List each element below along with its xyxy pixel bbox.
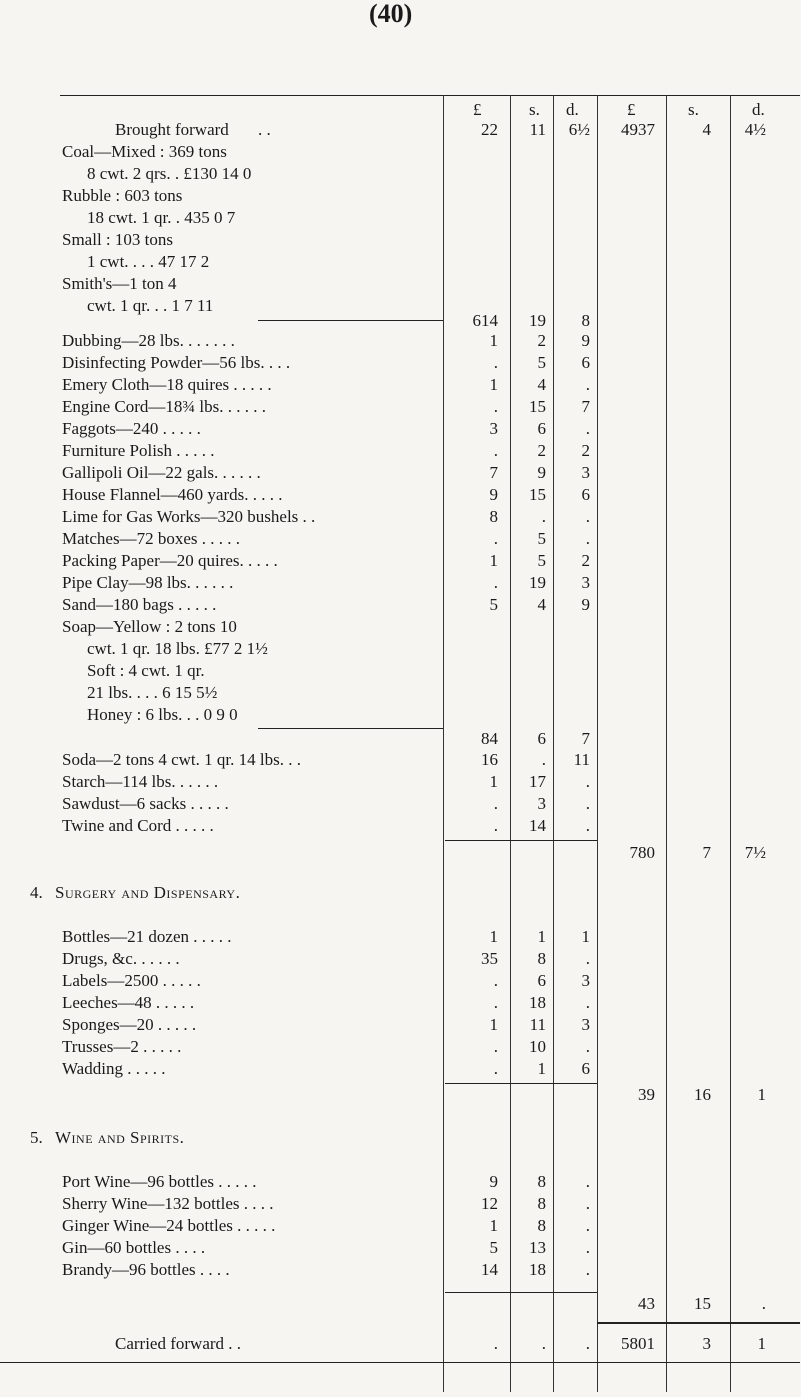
pound-value: .: [493, 529, 498, 548]
pence-value: 6½: [568, 120, 590, 139]
pound-value: 22: [481, 120, 498, 139]
carried-forward-label: Carried forward . .: [115, 1334, 242, 1353]
item-description: Leeches—48 . . . . .: [62, 993, 195, 1012]
pound-value: 1: [489, 927, 498, 946]
pound-value: .: [493, 441, 498, 460]
top-rule: [60, 95, 800, 96]
pence-value: .: [585, 419, 590, 438]
shilling-value: 19: [529, 311, 546, 330]
pound-value: 12: [481, 1194, 498, 1213]
pound-value: 3: [489, 419, 498, 438]
shilling-value: 6: [537, 971, 546, 990]
total-shilling-value: 4: [702, 120, 711, 139]
pence-value: .: [585, 1260, 590, 1279]
pound-value: .: [493, 794, 498, 813]
shilling-value: 8: [537, 1172, 546, 1191]
shilling-value: .: [541, 507, 546, 526]
pound-value: .: [493, 1037, 498, 1056]
pound-value: 9: [489, 485, 498, 504]
pound-value: 9: [489, 1172, 498, 1191]
shilling-value: 6: [537, 419, 546, 438]
coal-line: Smith's—1 ton 4: [62, 274, 177, 293]
shilling-value: 5: [537, 353, 546, 372]
pound-value: 1: [489, 551, 498, 570]
subtotal-rule: [445, 1083, 597, 1084]
pence-value: .: [585, 816, 590, 835]
column-rule: [597, 95, 598, 1392]
pence-value: .: [585, 993, 590, 1012]
section-heading: Surgery and Dispensary.: [55, 883, 241, 902]
item-description: Ginger Wine—24 bottles . . . . .: [62, 1216, 276, 1235]
shilling-value: 11: [529, 1015, 546, 1034]
shilling-value: 14: [529, 816, 546, 835]
shilling-value: 1: [537, 927, 546, 946]
coal-line: cwt. 1 qr. . . 1 7 11: [87, 296, 214, 315]
item-description: Gin—60 bottles . . . .: [62, 1238, 206, 1257]
item-description: Starch—114 lbs. . . . . .: [62, 772, 219, 791]
section-heading: Wine and Spirits.: [55, 1128, 185, 1147]
shilling-value: 9: [537, 463, 546, 482]
pound-value: .: [493, 971, 498, 990]
shilling-value: 5: [537, 551, 546, 570]
pence-value: .: [585, 529, 590, 548]
coal-line: Rubble : 603 tons: [62, 186, 183, 205]
coal-line: 1 cwt. . . . 47 17 2: [87, 252, 210, 271]
pound-value: .: [493, 573, 498, 592]
item-description: Pipe Clay—98 lbs. . . . . .: [62, 573, 234, 592]
pence-value: 1: [581, 927, 590, 946]
pence-value: .: [585, 375, 590, 394]
soap-line: Soap—Yellow : 2 tons 10: [62, 617, 237, 636]
shilling-value: 2: [537, 331, 546, 350]
pence-value: 3: [581, 463, 590, 482]
pence-value: .: [585, 772, 590, 791]
section-number: 4.: [30, 883, 43, 902]
pence-value: .: [585, 1238, 590, 1257]
shilling-value: 17: [529, 772, 546, 791]
total-pound-value: 5801: [621, 1334, 655, 1353]
shilling-value: 15: [529, 485, 546, 504]
pence-value: 2: [581, 441, 590, 460]
total-pence-value: 1: [757, 1085, 766, 1104]
shilling-value: 13: [529, 1238, 546, 1257]
shilling-value: 18: [529, 1260, 546, 1279]
leader: . .: [258, 120, 271, 139]
pence-value: 9: [581, 595, 590, 614]
item-description: Port Wine—96 bottles . . . . .: [62, 1172, 257, 1191]
item-description: Soda—2 tons 4 cwt. 1 qr. 14 lbs. . .: [62, 750, 301, 769]
shilling-value: .: [541, 1334, 546, 1353]
coal-line: Small : 103 tons: [62, 230, 173, 249]
pence-value: 6: [581, 485, 590, 504]
soap-line: Honey : 6 lbs. . . 0 9 0: [87, 705, 238, 724]
pence-value: 9: [581, 331, 590, 350]
pound-value: .: [493, 1059, 498, 1078]
pound-value: 7: [489, 463, 498, 482]
pence-value: 11: [573, 750, 590, 769]
item-description: Sand—180 bags . . . . .: [62, 595, 217, 614]
total-pound-value: 780: [629, 843, 655, 862]
item-description: Sherry Wine—132 bottles . . . .: [62, 1194, 274, 1213]
pound-value: 16: [481, 750, 498, 769]
pound-value: 1: [489, 1015, 498, 1034]
pence-value: 2: [581, 551, 590, 570]
shilling-value: 2: [537, 441, 546, 460]
item-description: Engine Cord—18¾ lbs. . . . . .: [62, 397, 266, 416]
shilling-value: 1: [537, 1059, 546, 1078]
total-shilling-value: 3: [702, 1334, 711, 1353]
total-pence-value: 7½: [744, 843, 766, 862]
item-description: Sponges—20 . . . . .: [62, 1015, 197, 1034]
total-rule: [597, 1322, 800, 1324]
soap-line: 21 lbs. . . . 6 15 5½: [87, 683, 218, 702]
subtotal-rule: [258, 320, 443, 321]
item-description: Trusses—2 . . . . .: [62, 1037, 182, 1056]
pence-value: .: [585, 1194, 590, 1213]
total-pence-value: 4½: [744, 120, 766, 139]
pound-value: 5: [489, 595, 498, 614]
shilling-value: 3: [537, 794, 546, 813]
total-shilling-value: 16: [694, 1085, 711, 1104]
pence-value: .: [585, 1037, 590, 1056]
item-description: Faggots—240 . . . . .: [62, 419, 201, 438]
subtotal-rule: [258, 728, 443, 729]
pound-value: 1: [489, 375, 498, 394]
total-pence-value: 1: [757, 1334, 766, 1353]
pound-value: 1: [489, 331, 498, 350]
subtotal-rule: [445, 1292, 597, 1293]
item-description: Twine and Cord . . . . .: [62, 816, 214, 835]
pound-value: 1: [489, 1216, 498, 1235]
shilling-value: 10: [529, 1037, 546, 1056]
pound-header: £: [627, 100, 636, 119]
shilling-value: 18: [529, 993, 546, 1012]
shilling-header: s.: [688, 100, 699, 119]
coal-line: 18 cwt. 1 qr. . 435 0 7: [87, 208, 236, 227]
total-shilling-value: 7: [702, 843, 711, 862]
column-rule: [443, 95, 444, 1392]
column-rule: [666, 95, 667, 1392]
shilling-value: 5: [537, 529, 546, 548]
item-description: Emery Cloth—18 quires . . . . .: [62, 375, 272, 394]
pound-value: .: [493, 353, 498, 372]
shilling-value: 8: [537, 949, 546, 968]
pound-value: .: [493, 816, 498, 835]
brought-forward-label: Brought forward: [115, 120, 229, 139]
item-description: Disinfecting Powder—56 lbs. . . .: [62, 353, 291, 372]
pence-value: 3: [581, 573, 590, 592]
item-description: Dubbing—28 lbs. . . . . . .: [62, 331, 235, 350]
soap-line: Soft : 4 cwt. 1 qr.: [87, 661, 205, 680]
pence-value: 8: [581, 311, 590, 330]
shilling-value: .: [541, 750, 546, 769]
pound-value: 14: [481, 1260, 498, 1279]
shilling-value: 6: [537, 729, 546, 748]
total-pound-value: 39: [638, 1085, 655, 1104]
pound-value: 84: [481, 729, 498, 748]
total-shilling-value: 15: [694, 1294, 711, 1313]
pence-value: .: [585, 507, 590, 526]
pound-value: 614: [472, 311, 498, 330]
pound-value: 8: [489, 507, 498, 526]
pence-value: .: [585, 949, 590, 968]
pence-header: d.: [566, 100, 579, 119]
pence-value: 3: [581, 971, 590, 990]
item-description: Gallipoli Oil—22 gals. . . . . .: [62, 463, 261, 482]
coal-line: 8 cwt. 2 qrs. . £130 14 0: [87, 164, 252, 183]
bottom-rule: [0, 1362, 800, 1363]
pence-value: 7: [581, 729, 590, 748]
total-pound-value: 43: [638, 1294, 655, 1313]
pound-value: .: [493, 993, 498, 1012]
item-description: House Flannel—460 yards. . . . .: [62, 485, 283, 504]
soap-line: cwt. 1 qr. 18 lbs. £77 2 1½: [87, 639, 268, 658]
item-description: Packing Paper—20 quires. . . . .: [62, 551, 278, 570]
pound-value: 5: [489, 1238, 498, 1257]
coal-label: Coal—Mixed : 369 tons: [62, 142, 227, 161]
shilling-value: 8: [537, 1216, 546, 1235]
pence-value: .: [585, 1334, 590, 1353]
shilling-value: 15: [529, 397, 546, 416]
item-description: Wadding . . . . .: [62, 1059, 166, 1078]
pence-header: d.: [752, 100, 765, 119]
item-description: Lime for Gas Works—320 bushels . .: [62, 507, 316, 526]
pence-value: 6: [581, 353, 590, 372]
pence-value: 3: [581, 1015, 590, 1034]
section-number: 5.: [30, 1128, 43, 1147]
shilling-header: s.: [529, 100, 540, 119]
pence-value: 7: [581, 397, 590, 416]
pence-value: .: [585, 1172, 590, 1191]
subtotal-rule: [445, 840, 597, 841]
column-rule: [730, 95, 731, 1392]
total-pound-value: 4937: [621, 120, 655, 139]
item-description: Sawdust—6 sacks . . . . .: [62, 794, 229, 813]
pound-value: 35: [481, 949, 498, 968]
shilling-value: 4: [537, 595, 546, 614]
item-description: Drugs, &c. . . . . .: [62, 949, 180, 968]
item-description: Bottles—21 dozen . . . . .: [62, 927, 232, 946]
total-pence-value: .: [761, 1294, 766, 1313]
pence-value: 6: [581, 1059, 590, 1078]
shilling-value: 4: [537, 375, 546, 394]
shilling-value: 11: [529, 120, 546, 139]
item-description: Brandy—96 bottles . . . .: [62, 1260, 230, 1279]
item-description: Matches—72 boxes . . . . .: [62, 529, 241, 548]
shilling-value: 19: [529, 573, 546, 592]
pence-value: .: [585, 1216, 590, 1235]
pence-value: .: [585, 794, 590, 813]
item-description: Furniture Polish . . . . .: [62, 441, 215, 460]
page-number: (40): [369, 0, 413, 28]
pound-header: £: [473, 100, 482, 119]
pound-value: .: [493, 1334, 498, 1353]
pound-value: .: [493, 397, 498, 416]
item-description: Labels—2500 . . . . .: [62, 971, 201, 990]
shilling-value: 8: [537, 1194, 546, 1213]
pound-value: 1: [489, 772, 498, 791]
